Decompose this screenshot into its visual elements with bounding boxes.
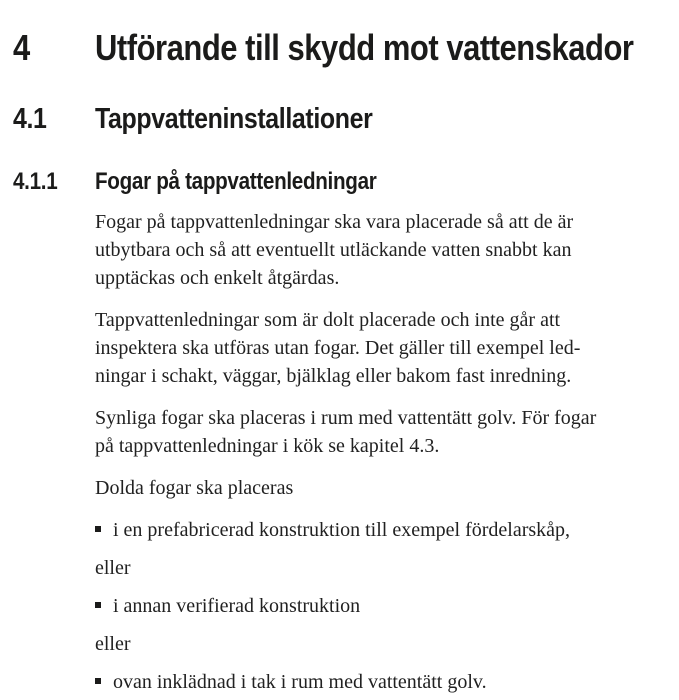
- subsection-title: Fogar på tappvattenledningar: [95, 168, 377, 195]
- subsection-heading: [0, 168, 679, 196]
- bullet-item-text: i en prefabricerad konstruktion till exempel fördelarskåp,: [113, 519, 571, 541]
- paragraph-line: Fogar på tappvattenledningar ska vara placerade så att de är: [95, 211, 574, 233]
- paragraph-line: på tappvattenledningar i kök se kapitel 4.3.: [95, 435, 440, 457]
- paragraph-line: utbytbara och så att eventuellt utläckande vatten snabbt kan: [95, 239, 572, 261]
- bullet-item: [95, 516, 649, 544]
- paragraph: [95, 306, 649, 390]
- square-bullet-icon: [95, 526, 101, 532]
- body-text-column: [95, 208, 649, 696]
- square-bullet-icon: [95, 602, 101, 608]
- paragraph: [95, 404, 649, 460]
- section-number: 4.1: [13, 103, 47, 135]
- paragraph-line: upptäckas och enkelt åtgärdas.: [95, 267, 340, 289]
- bullet-item-text: i annan verifierad konstruktion: [113, 595, 361, 617]
- paragraph-line: Dolda fogar ska placeras: [95, 477, 294, 499]
- section-title: Tappvatteninstallationer: [95, 103, 373, 135]
- paragraph-line: Tappvattenledningar som är dolt placerade och inte går att: [95, 309, 561, 331]
- connector-word: eller: [95, 557, 131, 579]
- subsection-number: 4.1.1: [13, 168, 58, 195]
- bullet-item: [95, 592, 649, 620]
- paragraph-line: ningar i schakt, väggar, bjälklag eller bakom fast inredning.: [95, 365, 572, 387]
- chapter-heading: [0, 28, 679, 68]
- bullet-item: [95, 668, 649, 696]
- square-bullet-icon: [95, 678, 101, 684]
- bullet-item-text: ovan inklädnad i tak i rum med vattentätt golv.: [113, 671, 487, 693]
- paragraph-line: inspektera ska utföras utan fogar. Det gäller till exempel led-: [95, 337, 581, 359]
- section-heading: [0, 102, 679, 136]
- paragraph-line: Synliga fogar ska placeras i rum med vattentätt golv. För fogar: [95, 407, 597, 429]
- chapter-number: 4: [13, 27, 30, 68]
- paragraph: [95, 208, 649, 292]
- connector-word: eller: [95, 633, 131, 655]
- chapter-title: Utförande till skydd mot vattenskador: [95, 27, 634, 68]
- paragraph: [95, 474, 649, 502]
